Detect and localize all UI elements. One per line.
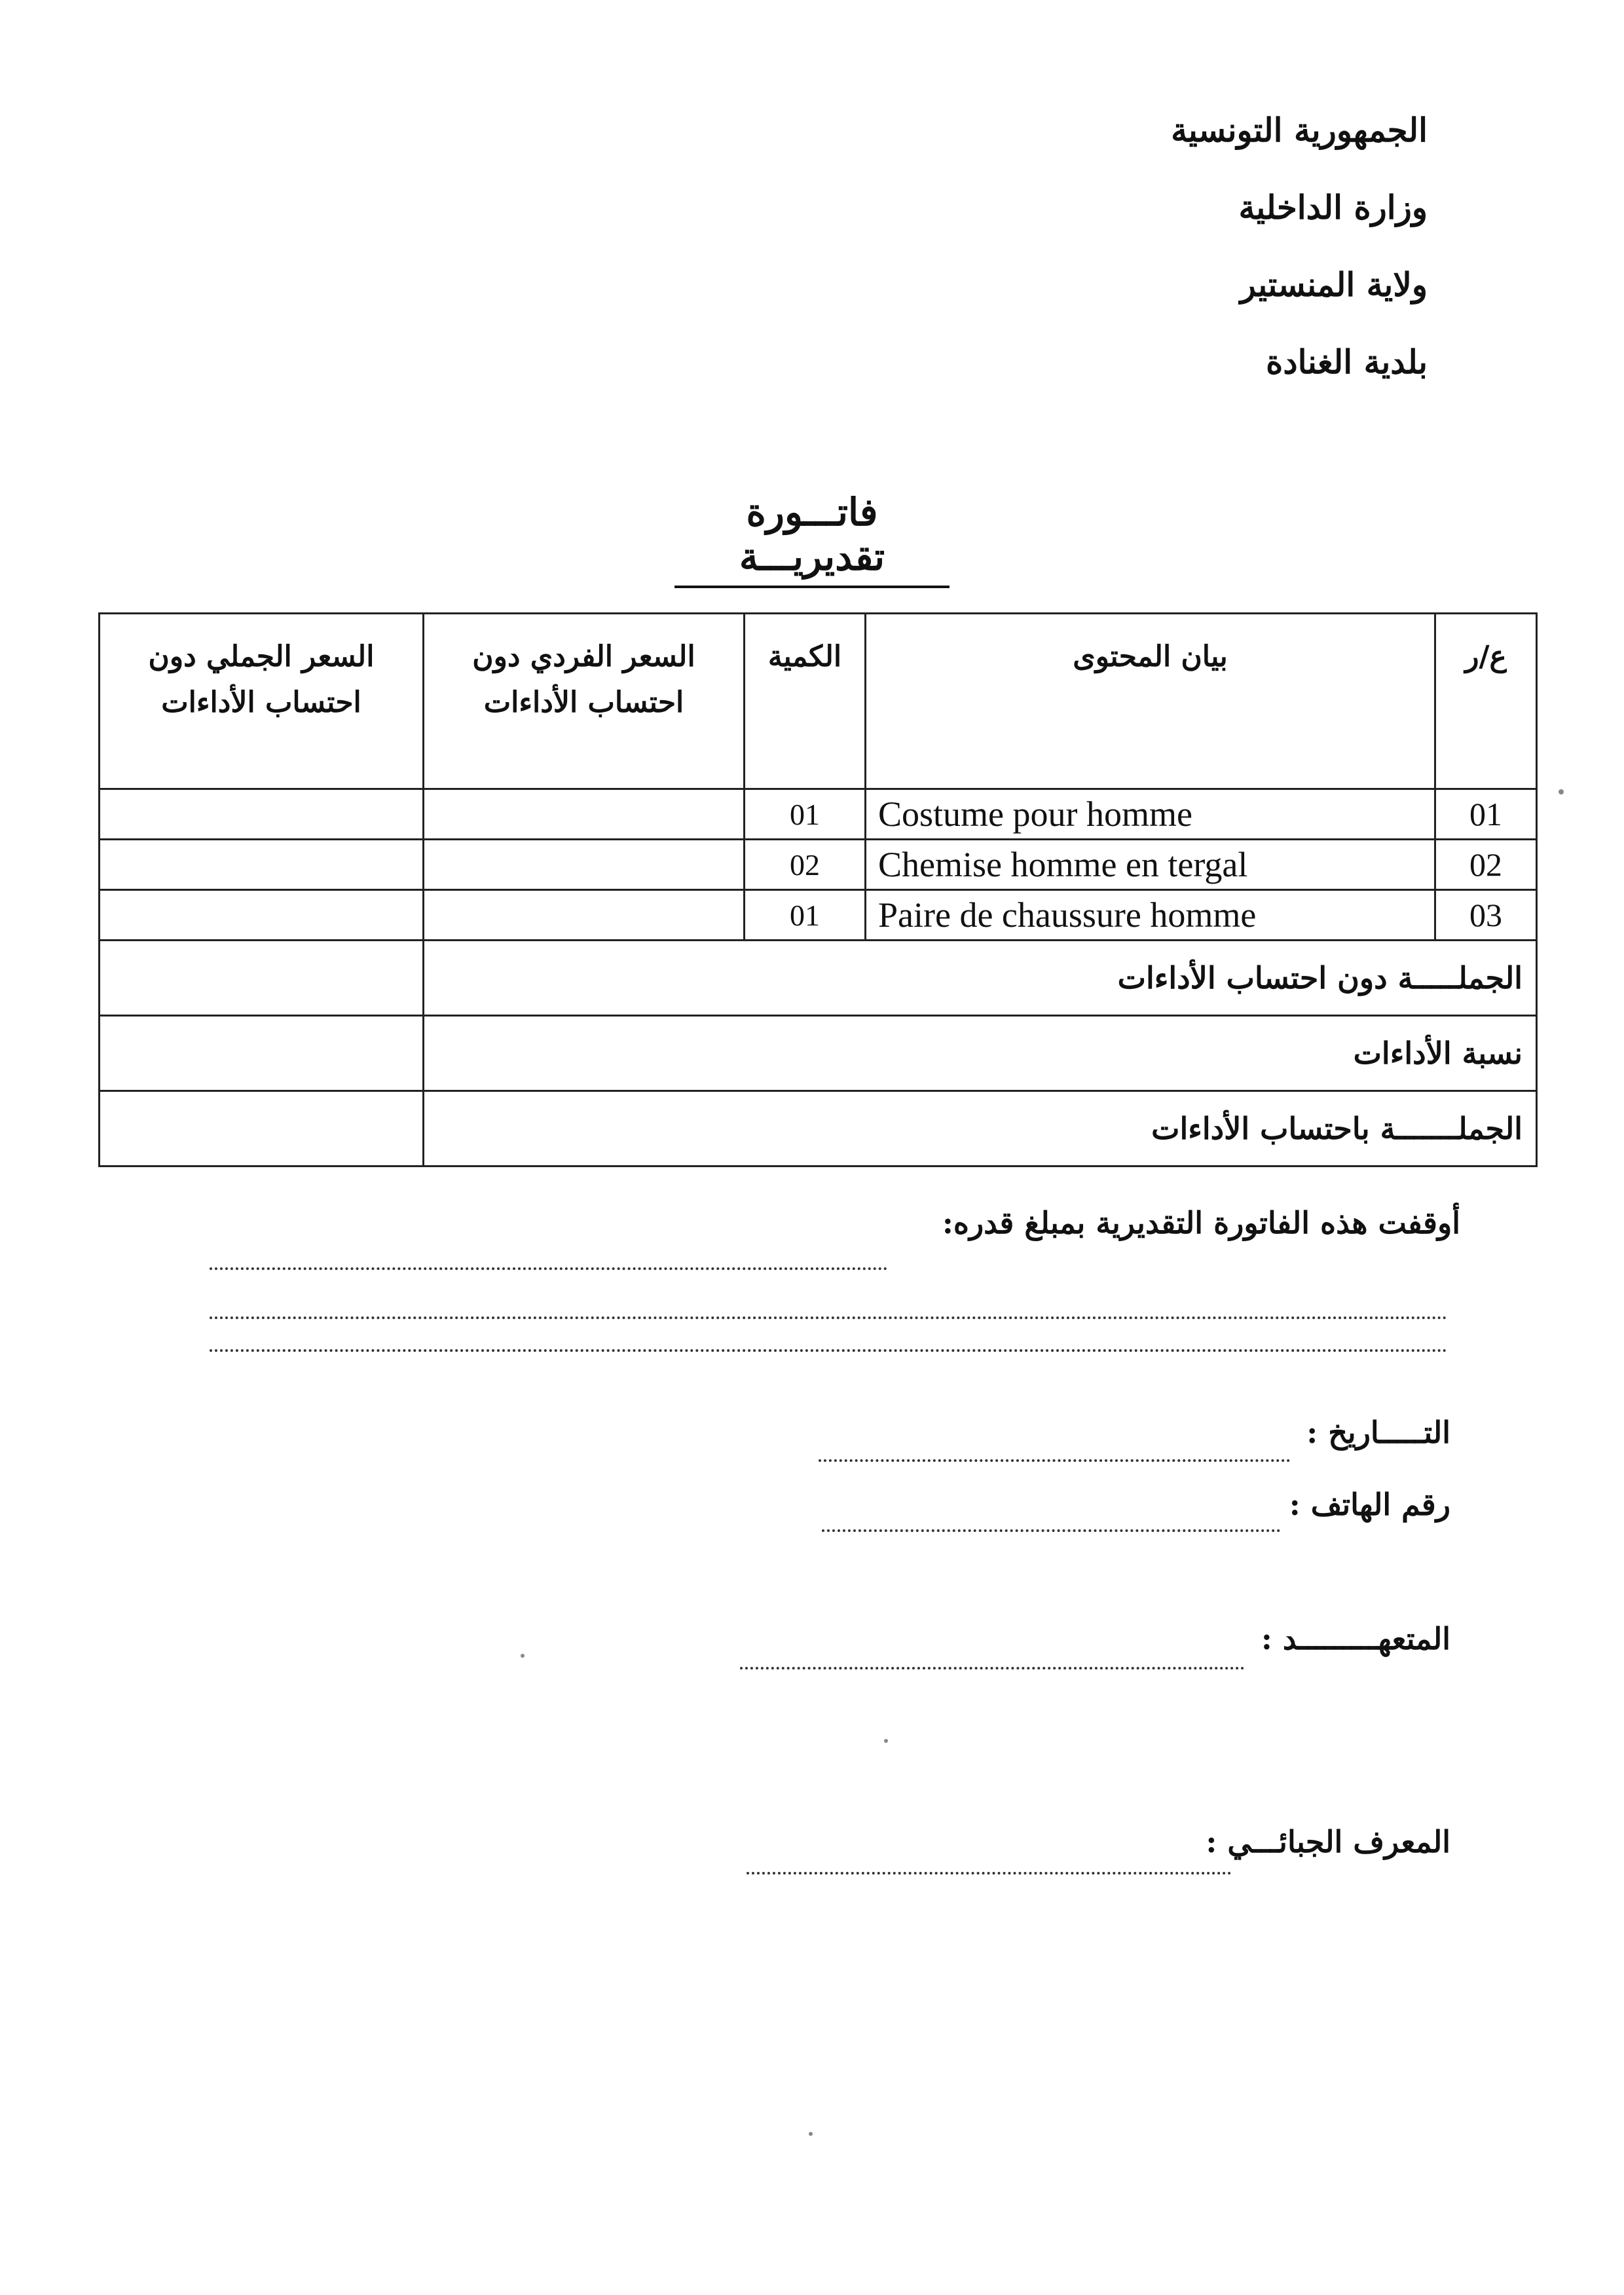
subtotal-label: الجملـــــة دون احتساب الأداءات (424, 941, 1537, 1016)
document-title: فاتـــورة تقديريـــة (674, 490, 950, 588)
row-total-price-cell[interactable] (100, 840, 424, 890)
row-num: 02 (1435, 840, 1537, 890)
amount-statement (942, 1205, 1460, 1241)
header-num: ع/ر (1435, 614, 1537, 789)
phone-label: رقم الهاتف : (1289, 1487, 1450, 1522)
tax-id-fill-line[interactable] (747, 1872, 1231, 1875)
row-num: 01 (1435, 789, 1537, 840)
row-unit-price-cell[interactable] (424, 890, 745, 941)
header-unit-price: السعر الفردي دون احتساب الأداءات (424, 614, 745, 789)
row-description: Costume pour homme (866, 789, 1435, 840)
tax-rate-label: نسبة الأداءات (424, 1016, 1537, 1091)
header-quantity: الكمية (745, 614, 866, 789)
invoice-table (98, 612, 1538, 1167)
phone-fill-line[interactable] (822, 1529, 1280, 1532)
grand-total-label: الجملـــــــة باحتساب الأداءات (424, 1091, 1537, 1166)
supplier-fill-line[interactable] (740, 1667, 1244, 1670)
scan-speck (884, 1739, 888, 1743)
row-unit-price-cell[interactable] (424, 840, 745, 890)
tax-id-field (1206, 1824, 1450, 1859)
amount-fill-line-1[interactable] (210, 1267, 887, 1270)
supplier-label: المتعهـــــــــد : (1261, 1621, 1450, 1656)
issuer-header (838, 92, 1428, 401)
table-row (100, 890, 1537, 941)
scan-speck (809, 2132, 813, 2136)
subtotal-value-cell[interactable] (100, 941, 424, 1016)
grand-total-row (100, 1091, 1537, 1166)
row-unit-price-cell[interactable] (424, 789, 745, 840)
tax-id-label: المعرف الجبائـــي : (1206, 1824, 1450, 1859)
header-municipality: بلدية الغنادة (1266, 343, 1428, 381)
header-governorate: ولاية المنستير (1240, 265, 1428, 304)
row-quantity: 01 (745, 789, 866, 840)
row-total-price-cell[interactable] (100, 890, 424, 941)
header-description: بيان المحتوى (866, 614, 1435, 789)
tax-rate-row (100, 1016, 1537, 1091)
tax-rate-value-cell[interactable] (100, 1016, 424, 1091)
row-quantity: 02 (745, 840, 866, 890)
row-num: 03 (1435, 890, 1537, 941)
header-republic: الجمهورية التونسية (1171, 111, 1428, 149)
row-description: Paire de chaussure homme (866, 890, 1435, 941)
header-ministry: وزارة الداخلية (1238, 188, 1428, 227)
scan-speck (1559, 789, 1564, 794)
date-label: التـــــاريخ : (1306, 1415, 1450, 1450)
amount-fill-line-3[interactable] (210, 1349, 1447, 1352)
amount-fill-line-2[interactable] (210, 1316, 1447, 1319)
supplier-field (1261, 1621, 1450, 1656)
row-quantity: 01 (745, 890, 866, 941)
amount-statement-label: أوقفت هذه الفاتورة التقديرية بمبلغ قدره: (942, 1205, 1460, 1241)
table-row (100, 840, 1537, 890)
table-header-row (100, 614, 1537, 789)
date-field (1306, 1415, 1450, 1450)
scan-speck (521, 1654, 525, 1658)
date-fill-line[interactable] (819, 1459, 1290, 1462)
header-total-price: السعر الجملي دون احتساب الأداءات (100, 614, 424, 789)
row-description: Chemise homme en tergal (866, 840, 1435, 890)
subtotal-row (100, 941, 1537, 1016)
table-row (100, 789, 1537, 840)
row-total-price-cell[interactable] (100, 789, 424, 840)
phone-field (1289, 1487, 1450, 1522)
grand-total-value-cell[interactable] (100, 1091, 424, 1166)
